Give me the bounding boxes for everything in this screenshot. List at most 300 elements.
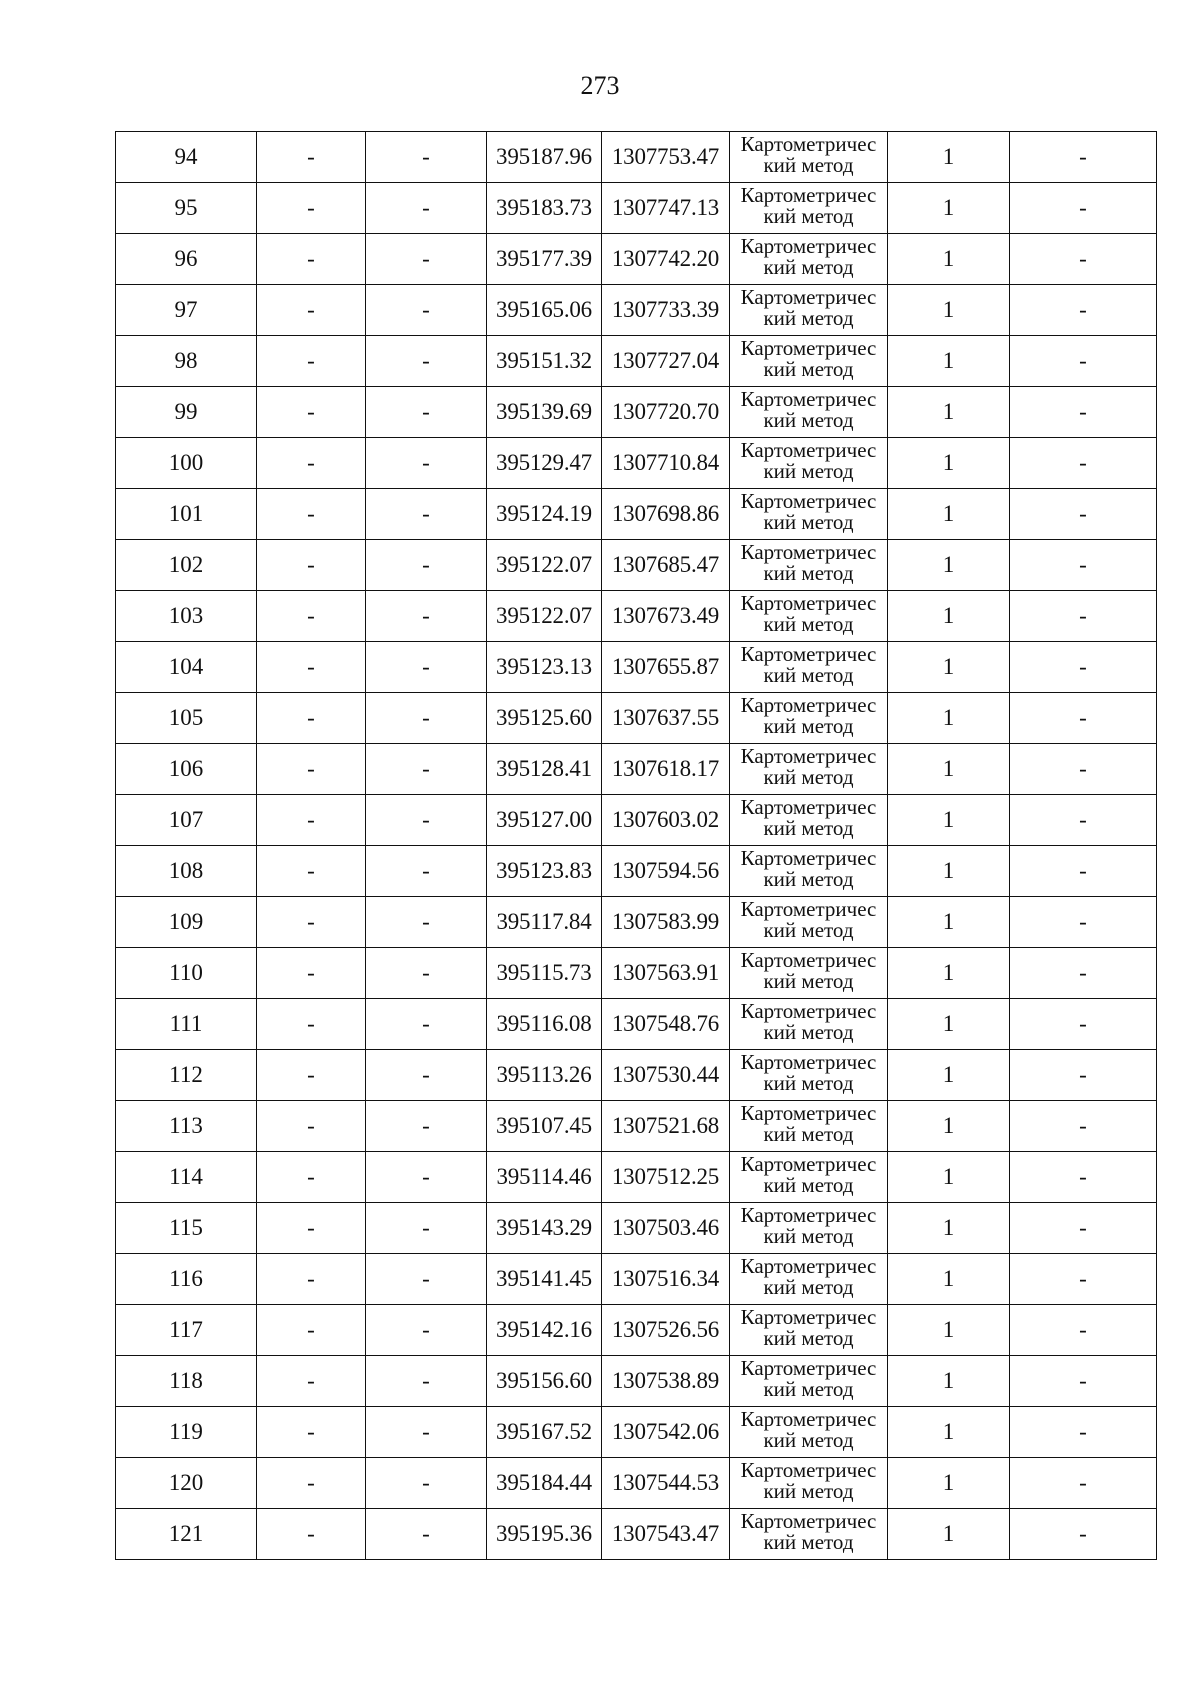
- cell-col8: -: [1010, 795, 1157, 846]
- method-line-2: кий метод: [763, 1530, 854, 1554]
- cell-col3: -: [366, 1509, 487, 1560]
- cell-col2: -: [257, 183, 366, 234]
- cell-point-number: 94: [116, 132, 257, 183]
- cell-x-coordinate: 395141.45: [487, 1254, 602, 1305]
- table-row: [116, 438, 1157, 489]
- cell-col7: 1: [888, 1305, 1010, 1356]
- cell-col8: -: [1010, 183, 1157, 234]
- method-line-2: кий метод: [763, 612, 854, 636]
- cell-col3: -: [366, 999, 487, 1050]
- table-row: [116, 387, 1157, 438]
- table-row: [116, 183, 1157, 234]
- method-line-1: Картометричес: [740, 540, 877, 564]
- method-line-1: Картометричес: [740, 1152, 877, 1176]
- cell-point-number: 99: [116, 387, 257, 438]
- cell-method: [730, 234, 888, 285]
- cell-col8: -: [1010, 744, 1157, 795]
- method-line-1: Картометричес: [740, 234, 877, 258]
- method-line-2: кий метод: [763, 306, 854, 330]
- table-row: [116, 1305, 1157, 1356]
- cell-col8: -: [1010, 1203, 1157, 1254]
- cell-col2: -: [257, 744, 366, 795]
- method-line-2: кий метод: [763, 204, 854, 228]
- table-row: [116, 1050, 1157, 1101]
- cell-method: [730, 1407, 888, 1458]
- method-line-2: кий метод: [763, 969, 854, 993]
- cell-col8: -: [1010, 693, 1157, 744]
- cell-col7: 1: [888, 438, 1010, 489]
- cell-y-coordinate: 1307747.13: [602, 183, 730, 234]
- cell-y-coordinate: 1307603.02: [602, 795, 730, 846]
- cell-y-coordinate: 1307542.06: [602, 1407, 730, 1458]
- cell-col3: -: [366, 132, 487, 183]
- cell-method: [730, 897, 888, 948]
- cell-x-coordinate: 395122.07: [487, 540, 602, 591]
- cell-col8: -: [1010, 1356, 1157, 1407]
- cell-point-number: 116: [116, 1254, 257, 1305]
- cell-col3: -: [366, 387, 487, 438]
- cell-method: [730, 1305, 888, 1356]
- cell-col7: 1: [888, 1152, 1010, 1203]
- cell-col8: -: [1010, 1152, 1157, 1203]
- cell-point-number: 102: [116, 540, 257, 591]
- cell-col7: 1: [888, 999, 1010, 1050]
- cell-x-coordinate: 395114.46: [487, 1152, 602, 1203]
- cell-col8: -: [1010, 489, 1157, 540]
- cell-col8: -: [1010, 336, 1157, 387]
- cell-method: [730, 1254, 888, 1305]
- cell-col3: -: [366, 285, 487, 336]
- cell-col7: 1: [888, 948, 1010, 999]
- cell-col8: -: [1010, 285, 1157, 336]
- cell-x-coordinate: 395124.19: [487, 489, 602, 540]
- cell-y-coordinate: 1307727.04: [602, 336, 730, 387]
- cell-col7: 1: [888, 1050, 1010, 1101]
- cell-y-coordinate: 1307503.46: [602, 1203, 730, 1254]
- cell-y-coordinate: 1307543.47: [602, 1509, 730, 1560]
- method-line-1: Картометричес: [740, 999, 877, 1023]
- cell-col2: -: [257, 846, 366, 897]
- method-line-1: Картометричес: [740, 489, 877, 513]
- cell-y-coordinate: 1307637.55: [602, 693, 730, 744]
- table-row: [116, 999, 1157, 1050]
- method-line-2: кий метод: [763, 1224, 854, 1248]
- cell-col3: -: [366, 1152, 487, 1203]
- cell-col8: -: [1010, 1458, 1157, 1509]
- method-line-2: кий метод: [763, 510, 854, 534]
- method-line-2: кий метод: [763, 1020, 854, 1044]
- cell-x-coordinate: 395187.96: [487, 132, 602, 183]
- cell-method: [730, 1356, 888, 1407]
- cell-method: [730, 948, 888, 999]
- cell-method: [730, 846, 888, 897]
- cell-col8: -: [1010, 897, 1157, 948]
- method-line-2: кий метод: [763, 1377, 854, 1401]
- table-row: [116, 540, 1157, 591]
- method-line-1: Картометричес: [740, 642, 877, 666]
- method-line-2: кий метод: [763, 153, 854, 177]
- cell-point-number: 115: [116, 1203, 257, 1254]
- method-line-1: Картометричес: [740, 1509, 877, 1533]
- method-line-1: Картометричес: [740, 438, 877, 462]
- table-row: [116, 1254, 1157, 1305]
- cell-method: [730, 1458, 888, 1509]
- cell-col7: 1: [888, 234, 1010, 285]
- cell-method: [730, 1152, 888, 1203]
- cell-x-coordinate: 395184.44: [487, 1458, 602, 1509]
- method-line-1: Картометричес: [740, 1050, 877, 1074]
- cell-y-coordinate: 1307753.47: [602, 132, 730, 183]
- method-line-2: кий метод: [763, 255, 854, 279]
- cell-col2: -: [257, 438, 366, 489]
- method-line-1: Картометричес: [740, 795, 877, 819]
- cell-col3: -: [366, 948, 487, 999]
- cell-col7: 1: [888, 1101, 1010, 1152]
- cell-method: [730, 336, 888, 387]
- cell-col2: -: [257, 540, 366, 591]
- cell-x-coordinate: 395195.36: [487, 1509, 602, 1560]
- cell-point-number: 113: [116, 1101, 257, 1152]
- method-line-1: Картометричес: [740, 897, 877, 921]
- method-line-2: кий метод: [763, 459, 854, 483]
- table-row: [116, 1509, 1157, 1560]
- method-line-2: кий метод: [763, 867, 854, 891]
- cell-point-number: 104: [116, 642, 257, 693]
- table-row: [116, 1101, 1157, 1152]
- cell-col8: -: [1010, 1101, 1157, 1152]
- cell-y-coordinate: 1307655.87: [602, 642, 730, 693]
- cell-col7: 1: [888, 1458, 1010, 1509]
- cell-col2: -: [257, 795, 366, 846]
- cell-col3: -: [366, 336, 487, 387]
- cell-x-coordinate: 395183.73: [487, 183, 602, 234]
- table-row: [116, 489, 1157, 540]
- method-line-2: кий метод: [763, 1173, 854, 1197]
- cell-point-number: 111: [116, 999, 257, 1050]
- method-line-1: Картометричес: [740, 1458, 877, 1482]
- page-number: 273: [580, 71, 620, 100]
- cell-col8: -: [1010, 948, 1157, 999]
- cell-y-coordinate: 1307526.56: [602, 1305, 730, 1356]
- cell-col3: -: [366, 540, 487, 591]
- cell-col8: -: [1010, 234, 1157, 285]
- cell-col7: 1: [888, 1509, 1010, 1560]
- cell-y-coordinate: 1307563.91: [602, 948, 730, 999]
- method-line-1: Картометричес: [740, 336, 877, 360]
- cell-col2: -: [257, 642, 366, 693]
- cell-y-coordinate: 1307742.20: [602, 234, 730, 285]
- cell-y-coordinate: 1307544.53: [602, 1458, 730, 1509]
- cell-col2: -: [257, 999, 366, 1050]
- cell-col8: -: [1010, 1254, 1157, 1305]
- cell-col3: -: [366, 1101, 487, 1152]
- cell-x-coordinate: 395142.16: [487, 1305, 602, 1356]
- cell-col3: -: [366, 744, 487, 795]
- cell-y-coordinate: 1307720.70: [602, 387, 730, 438]
- cell-x-coordinate: 395123.83: [487, 846, 602, 897]
- cell-col2: -: [257, 1305, 366, 1356]
- cell-point-number: 112: [116, 1050, 257, 1101]
- cell-point-number: 110: [116, 948, 257, 999]
- method-line-1: Картометричес: [740, 846, 877, 870]
- method-line-1: Картометричес: [740, 387, 877, 411]
- cell-y-coordinate: 1307618.17: [602, 744, 730, 795]
- cell-y-coordinate: 1307594.56: [602, 846, 730, 897]
- method-line-2: кий метод: [763, 1326, 854, 1350]
- cell-x-coordinate: 395115.73: [487, 948, 602, 999]
- cell-method: [730, 795, 888, 846]
- cell-x-coordinate: 395123.13: [487, 642, 602, 693]
- cell-method: [730, 489, 888, 540]
- table-row: [116, 1356, 1157, 1407]
- cell-col3: -: [366, 693, 487, 744]
- method-line-1: Картометричес: [740, 1254, 877, 1278]
- method-line-1: Картометричес: [740, 183, 877, 207]
- cell-point-number: 107: [116, 795, 257, 846]
- cell-col7: 1: [888, 1203, 1010, 1254]
- cell-col2: -: [257, 1203, 366, 1254]
- method-line-2: кий метод: [763, 816, 854, 840]
- cell-method: [730, 1509, 888, 1560]
- cell-col2: -: [257, 132, 366, 183]
- cell-col2: -: [257, 897, 366, 948]
- cell-col3: -: [366, 846, 487, 897]
- cell-y-coordinate: 1307710.84: [602, 438, 730, 489]
- cell-col2: -: [257, 1152, 366, 1203]
- cell-point-number: 106: [116, 744, 257, 795]
- cell-col3: -: [366, 591, 487, 642]
- cell-y-coordinate: 1307685.47: [602, 540, 730, 591]
- cell-point-number: 114: [116, 1152, 257, 1203]
- cell-point-number: 117: [116, 1305, 257, 1356]
- cell-x-coordinate: 395165.06: [487, 285, 602, 336]
- cell-point-number: 120: [116, 1458, 257, 1509]
- cell-col8: -: [1010, 132, 1157, 183]
- method-line-2: кий метод: [763, 408, 854, 432]
- method-line-2: кий метод: [763, 1275, 854, 1299]
- cell-col8: -: [1010, 387, 1157, 438]
- cell-method: [730, 693, 888, 744]
- cell-col7: 1: [888, 540, 1010, 591]
- method-line-2: кий метод: [763, 357, 854, 381]
- coordinates-table: [115, 131, 1157, 1560]
- cell-col8: -: [1010, 1407, 1157, 1458]
- cell-col8: -: [1010, 846, 1157, 897]
- method-line-1: Картометричес: [740, 693, 877, 717]
- cell-col8: -: [1010, 642, 1157, 693]
- cell-x-coordinate: 395129.47: [487, 438, 602, 489]
- cell-col7: 1: [888, 387, 1010, 438]
- cell-method: [730, 540, 888, 591]
- cell-method: [730, 999, 888, 1050]
- cell-col7: 1: [888, 897, 1010, 948]
- cell-point-number: 97: [116, 285, 257, 336]
- cell-col8: -: [1010, 540, 1157, 591]
- cell-col3: -: [366, 234, 487, 285]
- cell-col3: -: [366, 1407, 487, 1458]
- cell-col7: 1: [888, 1254, 1010, 1305]
- cell-col2: -: [257, 591, 366, 642]
- cell-method: [730, 744, 888, 795]
- cell-col2: -: [257, 387, 366, 438]
- cell-col7: 1: [888, 642, 1010, 693]
- cell-point-number: 100: [116, 438, 257, 489]
- method-line-2: кий метод: [763, 1428, 854, 1452]
- cell-col3: -: [366, 642, 487, 693]
- method-line-1: Картометричес: [740, 1356, 877, 1380]
- cell-col2: -: [257, 693, 366, 744]
- cell-method: [730, 1203, 888, 1254]
- cell-method: [730, 1050, 888, 1101]
- cell-col8: -: [1010, 999, 1157, 1050]
- cell-col2: -: [257, 1458, 366, 1509]
- cell-col3: -: [366, 897, 487, 948]
- method-line-2: кий метод: [763, 714, 854, 738]
- table-row: [116, 846, 1157, 897]
- cell-col2: -: [257, 234, 366, 285]
- table-row: [116, 1458, 1157, 1509]
- method-line-2: кий метод: [763, 561, 854, 585]
- method-line-2: кий метод: [763, 663, 854, 687]
- table-row: [116, 693, 1157, 744]
- cell-x-coordinate: 395107.45: [487, 1101, 602, 1152]
- cell-point-number: 98: [116, 336, 257, 387]
- cell-x-coordinate: 395125.60: [487, 693, 602, 744]
- cell-y-coordinate: 1307733.39: [602, 285, 730, 336]
- cell-y-coordinate: 1307698.86: [602, 489, 730, 540]
- table-row: [116, 744, 1157, 795]
- cell-col7: 1: [888, 132, 1010, 183]
- cell-col3: -: [366, 1305, 487, 1356]
- cell-x-coordinate: 395139.69: [487, 387, 602, 438]
- cell-point-number: 101: [116, 489, 257, 540]
- cell-point-number: 118: [116, 1356, 257, 1407]
- cell-col8: -: [1010, 1305, 1157, 1356]
- table-row: [116, 642, 1157, 693]
- method-line-2: кий метод: [763, 765, 854, 789]
- cell-col3: -: [366, 1458, 487, 1509]
- cell-col7: 1: [888, 285, 1010, 336]
- cell-y-coordinate: 1307548.76: [602, 999, 730, 1050]
- cell-x-coordinate: 395177.39: [487, 234, 602, 285]
- cell-col2: -: [257, 1356, 366, 1407]
- cell-y-coordinate: 1307538.89: [602, 1356, 730, 1407]
- cell-method: [730, 387, 888, 438]
- cell-x-coordinate: 395116.08: [487, 999, 602, 1050]
- cell-col2: -: [257, 489, 366, 540]
- table-row: [116, 591, 1157, 642]
- cell-method: [730, 1101, 888, 1152]
- method-line-1: Картометричес: [740, 744, 877, 768]
- cell-point-number: 95: [116, 183, 257, 234]
- cell-point-number: 109: [116, 897, 257, 948]
- cell-y-coordinate: 1307516.34: [602, 1254, 730, 1305]
- cell-col2: -: [257, 1407, 366, 1458]
- cell-method: [730, 642, 888, 693]
- cell-x-coordinate: 395127.00: [487, 795, 602, 846]
- table-row: [116, 132, 1157, 183]
- method-line-2: кий метод: [763, 1479, 854, 1503]
- cell-col2: -: [257, 336, 366, 387]
- table-row: [116, 234, 1157, 285]
- cell-y-coordinate: 1307583.99: [602, 897, 730, 948]
- cell-col7: 1: [888, 336, 1010, 387]
- cell-point-number: 96: [116, 234, 257, 285]
- cell-col7: 1: [888, 744, 1010, 795]
- cell-col8: -: [1010, 1050, 1157, 1101]
- cell-x-coordinate: 395113.26: [487, 1050, 602, 1101]
- cell-col3: -: [366, 1203, 487, 1254]
- cell-point-number: 103: [116, 591, 257, 642]
- cell-y-coordinate: 1307512.25: [602, 1152, 730, 1203]
- cell-col7: 1: [888, 183, 1010, 234]
- cell-point-number: 121: [116, 1509, 257, 1560]
- cell-col3: -: [366, 438, 487, 489]
- cell-col7: 1: [888, 795, 1010, 846]
- method-line-1: Картометричес: [740, 1305, 877, 1329]
- cell-col7: 1: [888, 693, 1010, 744]
- cell-col8: -: [1010, 1509, 1157, 1560]
- table-row: [116, 1152, 1157, 1203]
- method-line-1: Картометричес: [740, 132, 877, 156]
- table-row: [116, 336, 1157, 387]
- cell-col2: -: [257, 1050, 366, 1101]
- cell-point-number: 105: [116, 693, 257, 744]
- cell-col3: -: [366, 1254, 487, 1305]
- table-row: [116, 948, 1157, 999]
- cell-col3: -: [366, 1050, 487, 1101]
- table-row: [116, 1407, 1157, 1458]
- cell-col2: -: [257, 1254, 366, 1305]
- cell-x-coordinate: 395128.41: [487, 744, 602, 795]
- method-line-1: Картометричес: [740, 948, 877, 972]
- cell-col2: -: [257, 948, 366, 999]
- cell-x-coordinate: 395122.07: [487, 591, 602, 642]
- cell-x-coordinate: 395156.60: [487, 1356, 602, 1407]
- cell-x-coordinate: 395143.29: [487, 1203, 602, 1254]
- cell-col7: 1: [888, 591, 1010, 642]
- cell-col3: -: [366, 1356, 487, 1407]
- cell-col7: 1: [888, 1356, 1010, 1407]
- cell-col3: -: [366, 183, 487, 234]
- cell-y-coordinate: 1307673.49: [602, 591, 730, 642]
- method-line-2: кий метод: [763, 1071, 854, 1095]
- table-row: [116, 795, 1157, 846]
- method-line-1: Картометричес: [740, 1101, 877, 1125]
- cell-y-coordinate: 1307521.68: [602, 1101, 730, 1152]
- cell-point-number: 108: [116, 846, 257, 897]
- cell-method: [730, 183, 888, 234]
- table-row: [116, 1203, 1157, 1254]
- cell-col8: -: [1010, 438, 1157, 489]
- cell-y-coordinate: 1307530.44: [602, 1050, 730, 1101]
- cell-method: [730, 438, 888, 489]
- table-row: [116, 897, 1157, 948]
- cell-x-coordinate: 395167.52: [487, 1407, 602, 1458]
- cell-point-number: 119: [116, 1407, 257, 1458]
- cell-col3: -: [366, 489, 487, 540]
- cell-col2: -: [257, 285, 366, 336]
- cell-col2: -: [257, 1509, 366, 1560]
- cell-method: [730, 285, 888, 336]
- method-line-2: кий метод: [763, 1122, 854, 1146]
- cell-col7: 1: [888, 846, 1010, 897]
- cell-method: [730, 132, 888, 183]
- method-line-1: Картометричес: [740, 1407, 877, 1431]
- cell-col3: -: [366, 795, 487, 846]
- cell-col8: -: [1010, 591, 1157, 642]
- table-row: [116, 285, 1157, 336]
